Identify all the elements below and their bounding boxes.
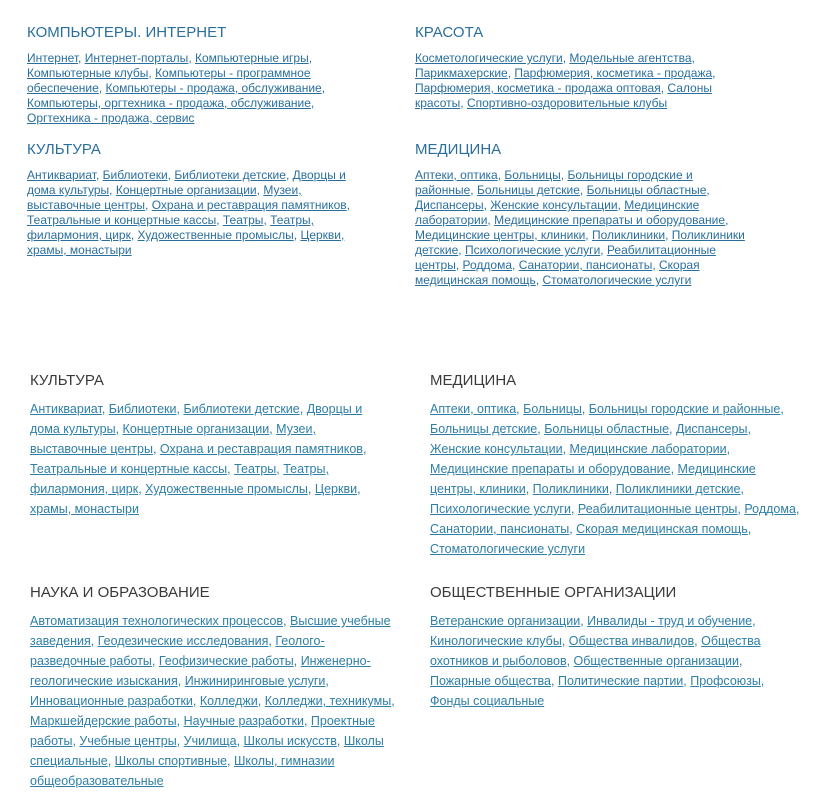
category-link[interactable]: Библиотеки <box>108 402 177 416</box>
category-link[interactable]: Больницы <box>504 168 561 182</box>
category-link[interactable]: Скорая медицинская помощь <box>415 258 700 287</box>
category-block-culture <box>27 141 362 258</box>
category-link[interactable]: Поликлиники <box>532 482 609 496</box>
category-title: НАУКА И ОБРАЗОВАНИЕ <box>30 584 210 601</box>
category-link[interactable]: Дворцы и дома культуры <box>30 402 363 436</box>
category-link[interactable]: Компьютеры, оргтехника - продажа, обслуживание <box>27 96 311 110</box>
category-link[interactable]: Библиотеки детские <box>183 402 300 416</box>
category-link[interactable]: Больницы областные <box>544 422 670 436</box>
category-link[interactable]: Инновационные разработки <box>30 694 193 708</box>
category-link[interactable]: Больницы <box>523 402 582 416</box>
category-link[interactable]: Санатории, пансионаты <box>518 258 653 272</box>
category-link[interactable]: Поликлиники детские <box>615 482 741 496</box>
category-link[interactable]: Санатории, пансионаты <box>430 522 570 536</box>
category-link[interactable]: Интернет-порталы <box>84 51 189 65</box>
category-link[interactable]: Аптеки, оптика <box>430 402 517 416</box>
category-block-medicine-large <box>430 372 805 559</box>
category-link[interactable]: Библиотеки <box>102 168 168 182</box>
category-link[interactable]: Спортивно-оздоровительные клубы <box>466 96 668 110</box>
category-link[interactable]: Театральные и концертные кассы <box>27 213 217 227</box>
category-link[interactable]: Больницы городские и районные <box>415 168 693 197</box>
category-link[interactable]: Театральные и концертные кассы <box>30 462 228 476</box>
category-link[interactable]: Парфюмерия, косметика - продажа <box>514 66 713 80</box>
category-title: КРАСОТА <box>415 24 484 41</box>
category-link[interactable]: Медицинские центры, клиники <box>415 228 586 242</box>
category-links: Аптеки, оптика, Больницы, Больницы городские и районные, Больницы детские, Больницы областные, Диспансеры, Женские консультации, Медицинские лаборатории, Медицинские препараты и оборудование, Медицинские центры, клиники, Поликлиники, Поликлиники детские, Психологические услуги, Реабилитационные центры, Роддома, Санатории, пансионаты, Скорая медицинская помощь, Стоматологические услуги <box>415 168 745 287</box>
category-link[interactable]: Охрана и реставрация памятников <box>151 198 347 212</box>
category-link[interactable]: Ветеранские организации <box>430 614 581 628</box>
category-link[interactable]: Компьютерные клубы <box>27 66 149 80</box>
category-link[interactable]: Интернет <box>27 51 79 65</box>
category-link[interactable]: Геофизические работы <box>158 654 294 668</box>
category-link[interactable]: Парикмахерские <box>415 66 508 80</box>
category-title: ОБЩЕСТВЕННЫЕ ОРГАНИЗАЦИИ <box>430 584 677 601</box>
category-link[interactable]: Стоматологические услуги <box>430 542 586 556</box>
category-link[interactable]: Больницы областные <box>586 183 707 197</box>
category-link[interactable]: Психологические услуги <box>430 502 571 516</box>
category-link[interactable]: Политические партии <box>557 674 684 688</box>
category-link[interactable]: Театры <box>234 462 277 476</box>
category-link[interactable]: Концертные организации <box>122 422 270 436</box>
category-link[interactable]: Фонды социальные <box>430 694 545 708</box>
category-link[interactable]: Автоматизация технологических процессов <box>30 614 284 628</box>
category-links: Ветеранские организации, Инвалиды - труд и обучение, Кинологические клубы, Общества инвалидов, Общества охотников и рыболовов, Общественные организации, Пожарные общества, Политические партии, Профсоюзы, Фонды социальные <box>430 614 765 708</box>
category-link[interactable]: Художественные промыслы <box>137 228 294 242</box>
category-link[interactable]: Оргтехника - продажа, сервис <box>27 111 195 125</box>
category-link[interactable]: Компьютерные игры <box>194 51 309 65</box>
category-link[interactable]: Геодезические исследования <box>97 634 269 648</box>
category-link[interactable]: Женские консультации <box>430 442 563 456</box>
category-link[interactable]: Инжиниринговые услуги <box>184 674 326 688</box>
category-links: Автоматизация технологических процессов, Высшие учебные заведения, Геодезические исследования, Геолого-разведочные работы, Геофизические работы, Инженерно-геологические изыскания, Инжиниринговые услуги, Инновационные разработки, Колледжи, Колледжи, техникумы, Маркшейдерские работы, Научные разработки, Проектные работы, Учебные центры, Училища, Школы искусств, Школы специальные, Школы спортивные, Школы, гимназии общеобразовательные <box>30 614 395 788</box>
category-link[interactable]: Медицинские центры, клиники <box>430 462 756 496</box>
category-link[interactable]: Роддома <box>462 258 513 272</box>
category-link[interactable]: Школы специальные <box>30 734 384 768</box>
category-link[interactable]: Реабилитационные центры <box>577 502 738 516</box>
category-link[interactable]: Музеи, выставочные центры <box>30 422 316 456</box>
category-links: Антиквариат, Библиотеки, Библиотеки детские, Дворцы и дома культуры, Концертные организации, Музеи, выставочные центры, Охрана и реставрация памятников, Театральные и концертные кассы, Театры, Театры, филармония, цирк, Художественные промыслы, Церкви, храмы, монастыри <box>30 402 367 516</box>
category-link[interactable]: Концертные организации <box>115 183 257 197</box>
category-link[interactable]: Больницы детские <box>430 422 538 436</box>
category-links: Интернет, Интернет-порталы, Компьютерные игры, Компьютерные клубы, Компьютеры - программное обеспечение, Компьютеры - продажа, обслуживание, Компьютеры, оргтехника - продажа, обслуживание, Оргтехника - продажа, сервис <box>27 51 326 125</box>
category-link[interactable]: Женские консультации <box>490 198 618 212</box>
category-link[interactable]: Колледжи, техникумы <box>264 694 392 708</box>
category-link[interactable]: Стоматологические услуги <box>542 273 692 287</box>
category-title: КУЛЬТУРА <box>30 372 104 389</box>
category-link[interactable]: Аптеки, оптика <box>415 168 498 182</box>
category-link[interactable]: Медицинские лаборатории <box>415 198 700 227</box>
category-link[interactable]: Геолого-разведочные работы <box>30 634 325 668</box>
category-link[interactable]: Проектные работы <box>30 714 375 748</box>
category-title: МЕДИЦИНА <box>415 141 502 158</box>
category-links: Антиквариат, Библиотеки, Библиотеки детские, Дворцы и дома культуры, Концертные организации, Музеи, выставочные центры, Охрана и реставрация памятников, Театральные и концертные кассы, Театры, Театры, филармония, цирк, Художественные промыслы, Церкви, храмы, монастыри <box>27 168 350 257</box>
category-link[interactable]: Колледжи <box>199 694 258 708</box>
category-block-culture-large <box>30 372 385 519</box>
category-link[interactable]: Театры, филармония, цирк <box>27 213 314 242</box>
category-link[interactable]: Скорая медицинская помощь <box>576 522 748 536</box>
category-link[interactable]: Художественные промыслы <box>145 482 308 496</box>
category-link[interactable]: Научные разработки <box>183 714 304 728</box>
category-link[interactable]: Антиквариат <box>27 168 96 182</box>
category-link[interactable]: Антиквариат <box>30 402 102 416</box>
category-link[interactable]: Больницы городские и районные <box>588 402 781 416</box>
category-link[interactable]: Медицинские лаборатории <box>569 442 727 456</box>
category-title: КУЛЬТУРА <box>27 141 101 158</box>
category-link[interactable]: Пожарные общества <box>430 674 552 688</box>
category-link[interactable]: Медицинские препараты и оборудование <box>430 462 671 476</box>
category-link[interactable]: Охрана и реставрация памятников <box>159 442 363 456</box>
category-link[interactable]: Салоны красоты <box>415 81 712 110</box>
category-link[interactable]: Модельные агентства <box>569 51 692 65</box>
category-block-beauty <box>415 24 745 111</box>
category-link[interactable]: Поликлиники детские <box>415 228 745 257</box>
category-block-public-organizations <box>430 584 790 711</box>
category-links: Косметологические услуги, Модельные агентства, Парикмахерские, Парфюмерия, косметика - продажа, Парфюмерия, косметика - продажа оптовая, Салоны красоты, Спортивно-оздоровительные клубы <box>415 51 716 110</box>
category-link[interactable]: Компьютеры - программное обеспечение <box>27 66 311 95</box>
category-link[interactable]: Диспансеры <box>415 198 484 212</box>
category-link[interactable]: Школы искусств <box>243 734 337 748</box>
category-link[interactable]: Музеи, выставочные центры <box>27 183 302 212</box>
category-link[interactable]: Училища <box>183 734 237 748</box>
category-link[interactable]: Библиотеки детские <box>174 168 286 182</box>
category-link[interactable]: Инвалиды - труд и обучение <box>587 614 753 628</box>
category-link[interactable]: Школы, гимназии общеобразовательные <box>30 754 335 788</box>
category-block-medicine <box>415 141 745 288</box>
category-link[interactable]: Дворцы и дома культуры <box>27 168 346 197</box>
category-link[interactable]: Кинологические клубы <box>430 634 562 648</box>
category-link[interactable]: Роддома <box>744 502 796 516</box>
category-link[interactable]: Маркшейдерские работы <box>30 714 177 728</box>
category-block-science-education <box>30 584 400 791</box>
category-link[interactable]: Поликлиники <box>591 228 666 242</box>
category-link[interactable]: Учебные центры <box>79 734 177 748</box>
category-link[interactable]: Инженерно-геологические изыскания <box>30 654 371 688</box>
category-link[interactable]: Медицинские препараты и оборудование <box>494 213 726 227</box>
category-link[interactable]: Реабилитационные центры <box>415 243 716 272</box>
category-link[interactable]: Общества охотников и рыболовов <box>430 634 761 668</box>
category-link[interactable]: Высшие учебные заведения <box>30 614 391 648</box>
category-link[interactable]: Больницы детские <box>476 183 580 197</box>
category-link[interactable]: Театры <box>222 213 264 227</box>
category-link[interactable]: Парфюмерия, косметика - продажа оптовая <box>415 81 661 95</box>
category-link[interactable]: Профсоюзы <box>690 674 761 688</box>
category-link[interactable]: Школы спортивные <box>114 754 228 768</box>
category-link[interactable]: Косметологические услуги <box>415 51 563 65</box>
category-link[interactable]: Диспансеры <box>675 422 748 436</box>
category-link[interactable]: Компьютеры - продажа, обслуживание <box>105 81 322 95</box>
category-links: Аптеки, оптика, Больницы, Больницы городские и районные, Больницы детские, Больницы областные, Диспансеры, Женские консультации, Медицинские лаборатории, Медицинские препараты и оборудование, Медицинские центры, клиники, Поликлиники, Поликлиники детские, Психологические услуги, Реабилитационные центры, Роддома, Санатории, пансионаты, Скорая медицинская помощь, Стоматологические услуги <box>430 402 800 556</box>
category-title: КОМПЬЮТЕРЫ. ИНТЕРНЕТ <box>27 24 227 41</box>
category-link[interactable]: Церкви, храмы, монастыри <box>30 482 361 516</box>
category-link[interactable]: Общества инвалидов <box>568 634 695 648</box>
category-link[interactable]: Психологические услуги <box>464 243 601 257</box>
category-link[interactable]: Общественные организации <box>573 654 740 668</box>
category-block-computers-internet <box>27 24 357 126</box>
category-link[interactable]: Театры, филармония, цирк <box>30 462 329 496</box>
category-link[interactable]: Церкви, храмы, монастыри <box>27 228 345 257</box>
category-title: МЕДИЦИНА <box>430 372 517 389</box>
